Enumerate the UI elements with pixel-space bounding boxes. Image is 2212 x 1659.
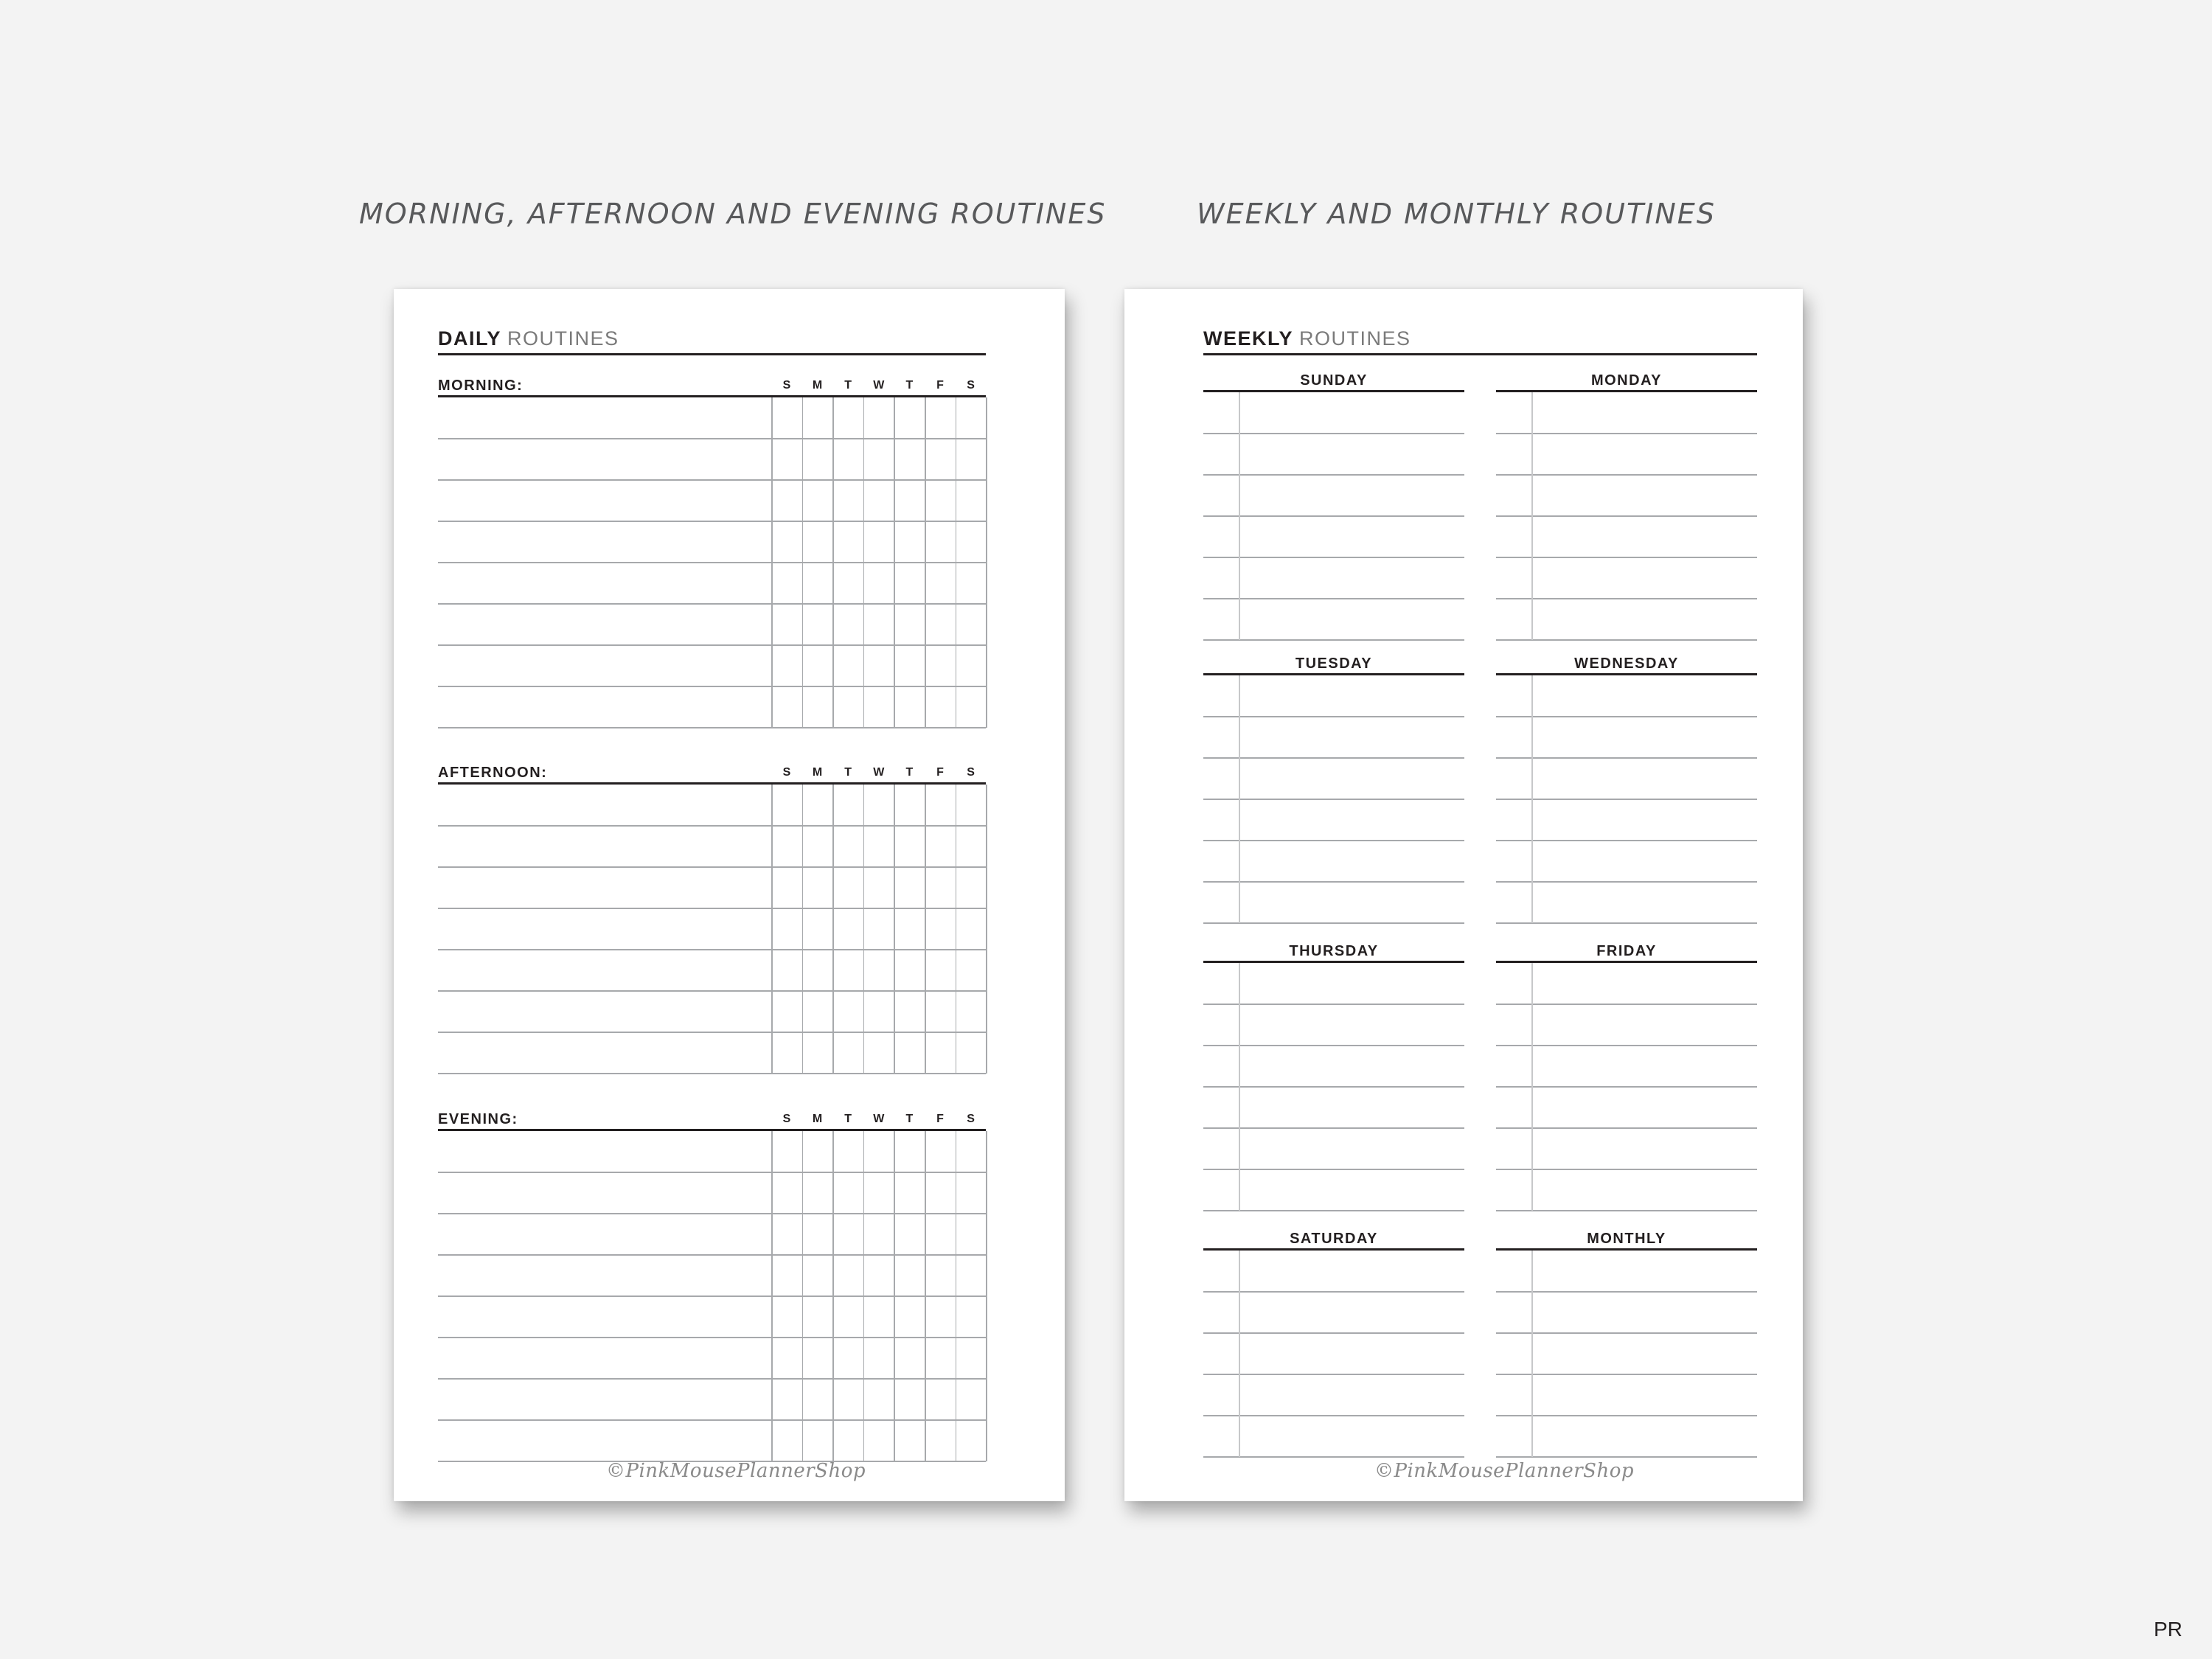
- routine-row-line: [1496, 1086, 1757, 1088]
- daily-title-rule: [438, 353, 986, 355]
- routine-row-line: [1496, 598, 1757, 599]
- weekday-routine-lines: [1203, 1251, 1464, 1457]
- day-column-header: T: [905, 379, 914, 392]
- day-column-line: [802, 1131, 804, 1461]
- routine-row-line: [1203, 1456, 1464, 1458]
- routine-row-line: [438, 949, 986, 950]
- day-column-header: T: [844, 766, 852, 779]
- routine-row-line: [1203, 1210, 1464, 1211]
- routine-row-line: [1203, 1045, 1464, 1046]
- day-column-line: [863, 397, 865, 728]
- routine-row-line: [438, 825, 986, 827]
- day-column-header: W: [873, 766, 885, 779]
- routine-row-line: [1203, 799, 1464, 800]
- day-column-line: [956, 785, 957, 1074]
- routine-row-line: [1496, 757, 1757, 759]
- routine-row-line: [1496, 1127, 1757, 1129]
- routine-row-line: [438, 644, 986, 646]
- day-column-header: S: [967, 379, 975, 392]
- weekday-block-label: SUNDAY: [1300, 372, 1368, 389]
- section-label: AFTERNOON:: [438, 765, 548, 781]
- routine-row-line: [1496, 639, 1757, 641]
- routine-row-line: [1203, 1086, 1464, 1088]
- routine-row-line: [438, 1419, 986, 1421]
- day-column-line: [863, 785, 865, 1074]
- daily-title-bold: DAILY: [438, 327, 502, 349]
- routine-row-line: [1203, 515, 1464, 517]
- caption-daily-routines: MORNING, AFTERNOON AND EVENING ROUTINES: [359, 198, 1107, 230]
- routine-row-line: [1203, 716, 1464, 717]
- routine-row-line: [438, 866, 986, 868]
- weekday-block-label: SATURDAY: [1290, 1231, 1378, 1247]
- routine-row-line: [1203, 598, 1464, 599]
- weekly-title-light: ROUTINES: [1299, 327, 1411, 349]
- day-column-line: [802, 785, 804, 1074]
- routine-row-line: [438, 1378, 986, 1380]
- day-column-header: M: [812, 379, 823, 392]
- routine-row-line: [1496, 1415, 1757, 1416]
- day-column-line: [956, 1131, 957, 1461]
- brand-watermark: ©PinkMousePlannerShop: [606, 1460, 866, 1482]
- day-column-header: W: [873, 1113, 885, 1125]
- day-column-line: [771, 397, 773, 728]
- routine-row-line: [1496, 474, 1757, 476]
- day-column-line: [986, 785, 987, 1074]
- day-column-line: [832, 785, 834, 1074]
- weekday-block-label: FRIDAY: [1596, 943, 1657, 959]
- day-column-line: [956, 397, 957, 728]
- day-column-line: [894, 1131, 895, 1461]
- routine-row-line: [1496, 799, 1757, 800]
- section-label: MORNING:: [438, 378, 524, 394]
- weekday-routine-lines: [1203, 963, 1464, 1211]
- daily-page-title: [438, 327, 619, 350]
- weekday-routine-lines: [1203, 392, 1464, 640]
- day-column-line: [832, 397, 834, 728]
- routine-row-line: [438, 1254, 986, 1256]
- daily-title-light: ROUTINES: [507, 327, 619, 349]
- routine-row-line: [1203, 474, 1464, 476]
- day-column-header: T: [844, 1113, 852, 1125]
- routine-row-line: [438, 1213, 986, 1214]
- routine-row-line: [1496, 922, 1757, 924]
- routine-row-line: [1496, 1291, 1757, 1293]
- day-column-line: [771, 1131, 773, 1461]
- day-column-line: [925, 1131, 926, 1461]
- routine-row-line: [438, 1337, 986, 1338]
- routine-row-line: [1496, 1004, 1757, 1005]
- routine-row-line: [438, 1073, 986, 1074]
- routine-row-line: [1203, 881, 1464, 883]
- routine-row-line: [1496, 716, 1757, 717]
- routine-row-line: [1496, 1169, 1757, 1170]
- checkbox-column-line: [1531, 392, 1533, 640]
- day-column-header: S: [967, 766, 975, 779]
- routine-row-line: [1203, 1169, 1464, 1170]
- checkbox-column-line: [1531, 1251, 1533, 1457]
- routine-row-line: [1203, 1374, 1464, 1375]
- routine-checklist-grid: [438, 785, 986, 1074]
- checkbox-column-line: [1239, 963, 1240, 1211]
- day-column-header: T: [905, 1113, 914, 1125]
- routine-row-line: [1496, 1045, 1757, 1046]
- routine-row-line: [1203, 433, 1464, 434]
- routine-row-line: [1496, 557, 1757, 558]
- routine-row-line: [438, 727, 986, 728]
- routine-row-line: [438, 908, 986, 909]
- day-column-header: S: [782, 379, 791, 392]
- day-column-header: T: [844, 379, 852, 392]
- weekday-routine-lines: [1496, 392, 1757, 640]
- routine-row-line: [1496, 1374, 1757, 1375]
- routine-row-line: [1203, 1415, 1464, 1416]
- routine-row-line: [1203, 1004, 1464, 1005]
- routine-row-line: [438, 603, 986, 605]
- day-column-header: S: [967, 1113, 975, 1125]
- routine-row-line: [1203, 922, 1464, 924]
- day-column-header: W: [873, 379, 885, 392]
- day-column-line: [986, 1131, 987, 1461]
- routine-row-line: [1496, 433, 1757, 434]
- day-column-line: [894, 397, 895, 728]
- routine-row-line: [438, 1032, 986, 1033]
- checkbox-column-line: [1239, 1251, 1240, 1457]
- day-column-header: F: [936, 766, 944, 779]
- day-column-header: S: [782, 1113, 791, 1125]
- day-column-line: [863, 1131, 865, 1461]
- weekday-block-label: THURSDAY: [1289, 943, 1379, 959]
- day-column-line: [925, 397, 926, 728]
- brand-watermark: ©PinkMousePlannerShop: [1374, 1460, 1635, 1482]
- weekday-routine-lines: [1496, 675, 1757, 923]
- routine-row-line: [1496, 840, 1757, 841]
- routine-row-line: [1203, 1332, 1464, 1334]
- routine-row-line: [438, 562, 986, 563]
- weekly-routines-page: [1124, 289, 1803, 1501]
- routine-row-line: [438, 990, 986, 992]
- routine-row-line: [1496, 1210, 1757, 1211]
- corner-mark: PR: [2154, 1618, 2183, 1641]
- day-column-header: F: [936, 379, 944, 392]
- checkbox-column-line: [1239, 675, 1240, 923]
- checkbox-column-line: [1239, 392, 1240, 640]
- weekday-block-label: TUESDAY: [1295, 655, 1373, 672]
- day-column-line: [802, 397, 804, 728]
- routine-row-line: [1203, 1127, 1464, 1129]
- section-label: EVENING:: [438, 1111, 518, 1127]
- weekly-title-bold: WEEKLY: [1203, 327, 1294, 349]
- routine-row-line: [1203, 557, 1464, 558]
- weekly-title-rule: [1203, 353, 1757, 355]
- routine-row-line: [1203, 840, 1464, 841]
- routine-row-line: [1496, 1332, 1757, 1334]
- day-column-header: S: [782, 766, 791, 779]
- day-column-line: [986, 397, 987, 728]
- routine-row-line: [438, 438, 986, 439]
- day-column-line: [832, 1131, 834, 1461]
- routine-row-line: [1496, 1456, 1757, 1458]
- routine-checklist-grid: [438, 1131, 986, 1461]
- routine-row-line: [438, 686, 986, 687]
- caption-weekly-routines: WEEKLY AND MONTHLY ROUTINES: [1197, 198, 1716, 230]
- weekday-block-label: WEDNESDAY: [1574, 655, 1679, 672]
- day-column-header: T: [905, 766, 914, 779]
- weekday-routine-lines: [1203, 675, 1464, 923]
- routine-row-line: [1203, 639, 1464, 641]
- routine-row-line: [438, 479, 986, 481]
- checkbox-column-line: [1531, 675, 1533, 923]
- day-column-header: F: [936, 1113, 944, 1125]
- routine-row-line: [438, 1295, 986, 1297]
- weekday-routine-lines: [1496, 963, 1757, 1211]
- weekly-page-title: [1203, 327, 1411, 350]
- day-column-header: M: [812, 766, 823, 779]
- weekday-block-label: MONTHLY: [1587, 1231, 1666, 1247]
- day-column-header: M: [812, 1113, 823, 1125]
- day-column-line: [894, 785, 895, 1074]
- day-column-line: [925, 785, 926, 1074]
- day-column-line: [771, 785, 773, 1074]
- weekday-block-label: MONDAY: [1590, 372, 1663, 389]
- checkbox-column-line: [1531, 963, 1533, 1211]
- routine-checklist-grid: [438, 397, 986, 728]
- weekday-routine-lines: [1496, 1251, 1757, 1457]
- routine-row-line: [1496, 515, 1757, 517]
- routine-row-line: [1203, 1291, 1464, 1293]
- daily-routines-page: [394, 289, 1065, 1501]
- routine-row-line: [1203, 757, 1464, 759]
- routine-row-line: [438, 1172, 986, 1173]
- routine-row-line: [1496, 881, 1757, 883]
- routine-row-line: [438, 521, 986, 522]
